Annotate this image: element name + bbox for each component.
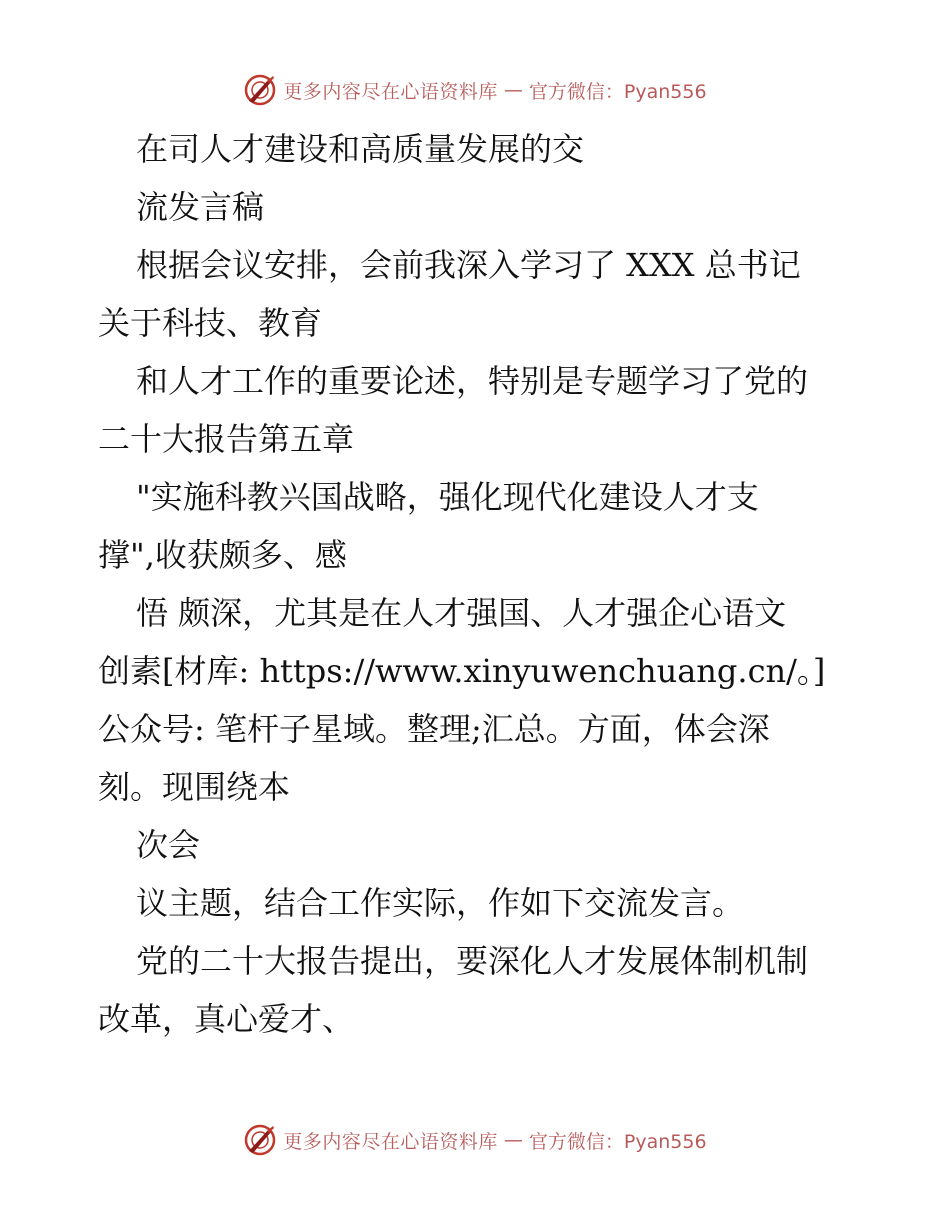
watermark-separator: — (503, 79, 523, 101)
paragraph-line: 刻。现围绕本 (98, 768, 291, 806)
watermark-text: 更多内容尽在心语资料库 (283, 80, 498, 103)
paragraph-line: 议主题，结合工作实际，作如下交流发言。 (136, 884, 745, 922)
paragraph-line: 撑",收获颇多、感 (98, 536, 347, 574)
watermark-contact: 官方微信：Pyan556 (528, 80, 707, 103)
paragraph-line: 创素[材库: https://www.xinyuwenchuang.cn/。] (98, 652, 826, 690)
quill-pen-logo-icon (243, 73, 277, 107)
paragraph-line: 和人才工作的重要论述，特别是专题学习了党的 (136, 362, 809, 400)
title-line-1: 在司人才建设和高质量发展的交 (136, 130, 585, 168)
paragraph-line: 次会 (136, 826, 201, 864)
quill-pen-logo-icon (243, 1123, 277, 1157)
paragraph-line: 公众号: 笔杆子星域。整理;汇总。方面，体会深 (98, 710, 770, 748)
watermark-separator: — (503, 1129, 523, 1151)
document-body (98, 120, 868, 1048)
paragraph-line: 悟 颇深，尤其是在人才强国、人才强企心语文 (136, 594, 787, 632)
paragraph-line: 根据会议安排，会前我深入学习了 XXX 总书记 (136, 246, 801, 284)
footer-watermark (0, 1120, 950, 1160)
paragraph-line: 关于科技、教育 (98, 304, 323, 342)
watermark-contact: 官方微信：Pyan556 (528, 1130, 707, 1153)
paragraph-line: 二十大报告第五章 (98, 420, 355, 458)
watermark-text: 更多内容尽在心语资料库 (283, 1130, 498, 1153)
header-watermark (0, 70, 950, 110)
paragraph-line: "实施科教兴国战略，强化现代化建设人才支 (136, 478, 759, 516)
title-line-2: 流发言稿 (136, 188, 265, 226)
paragraph-line: 党的二十大报告提出，要深化人才发展体制机制 (136, 942, 809, 980)
paragraph-line: 改革，真心爱才、 (98, 1000, 355, 1038)
